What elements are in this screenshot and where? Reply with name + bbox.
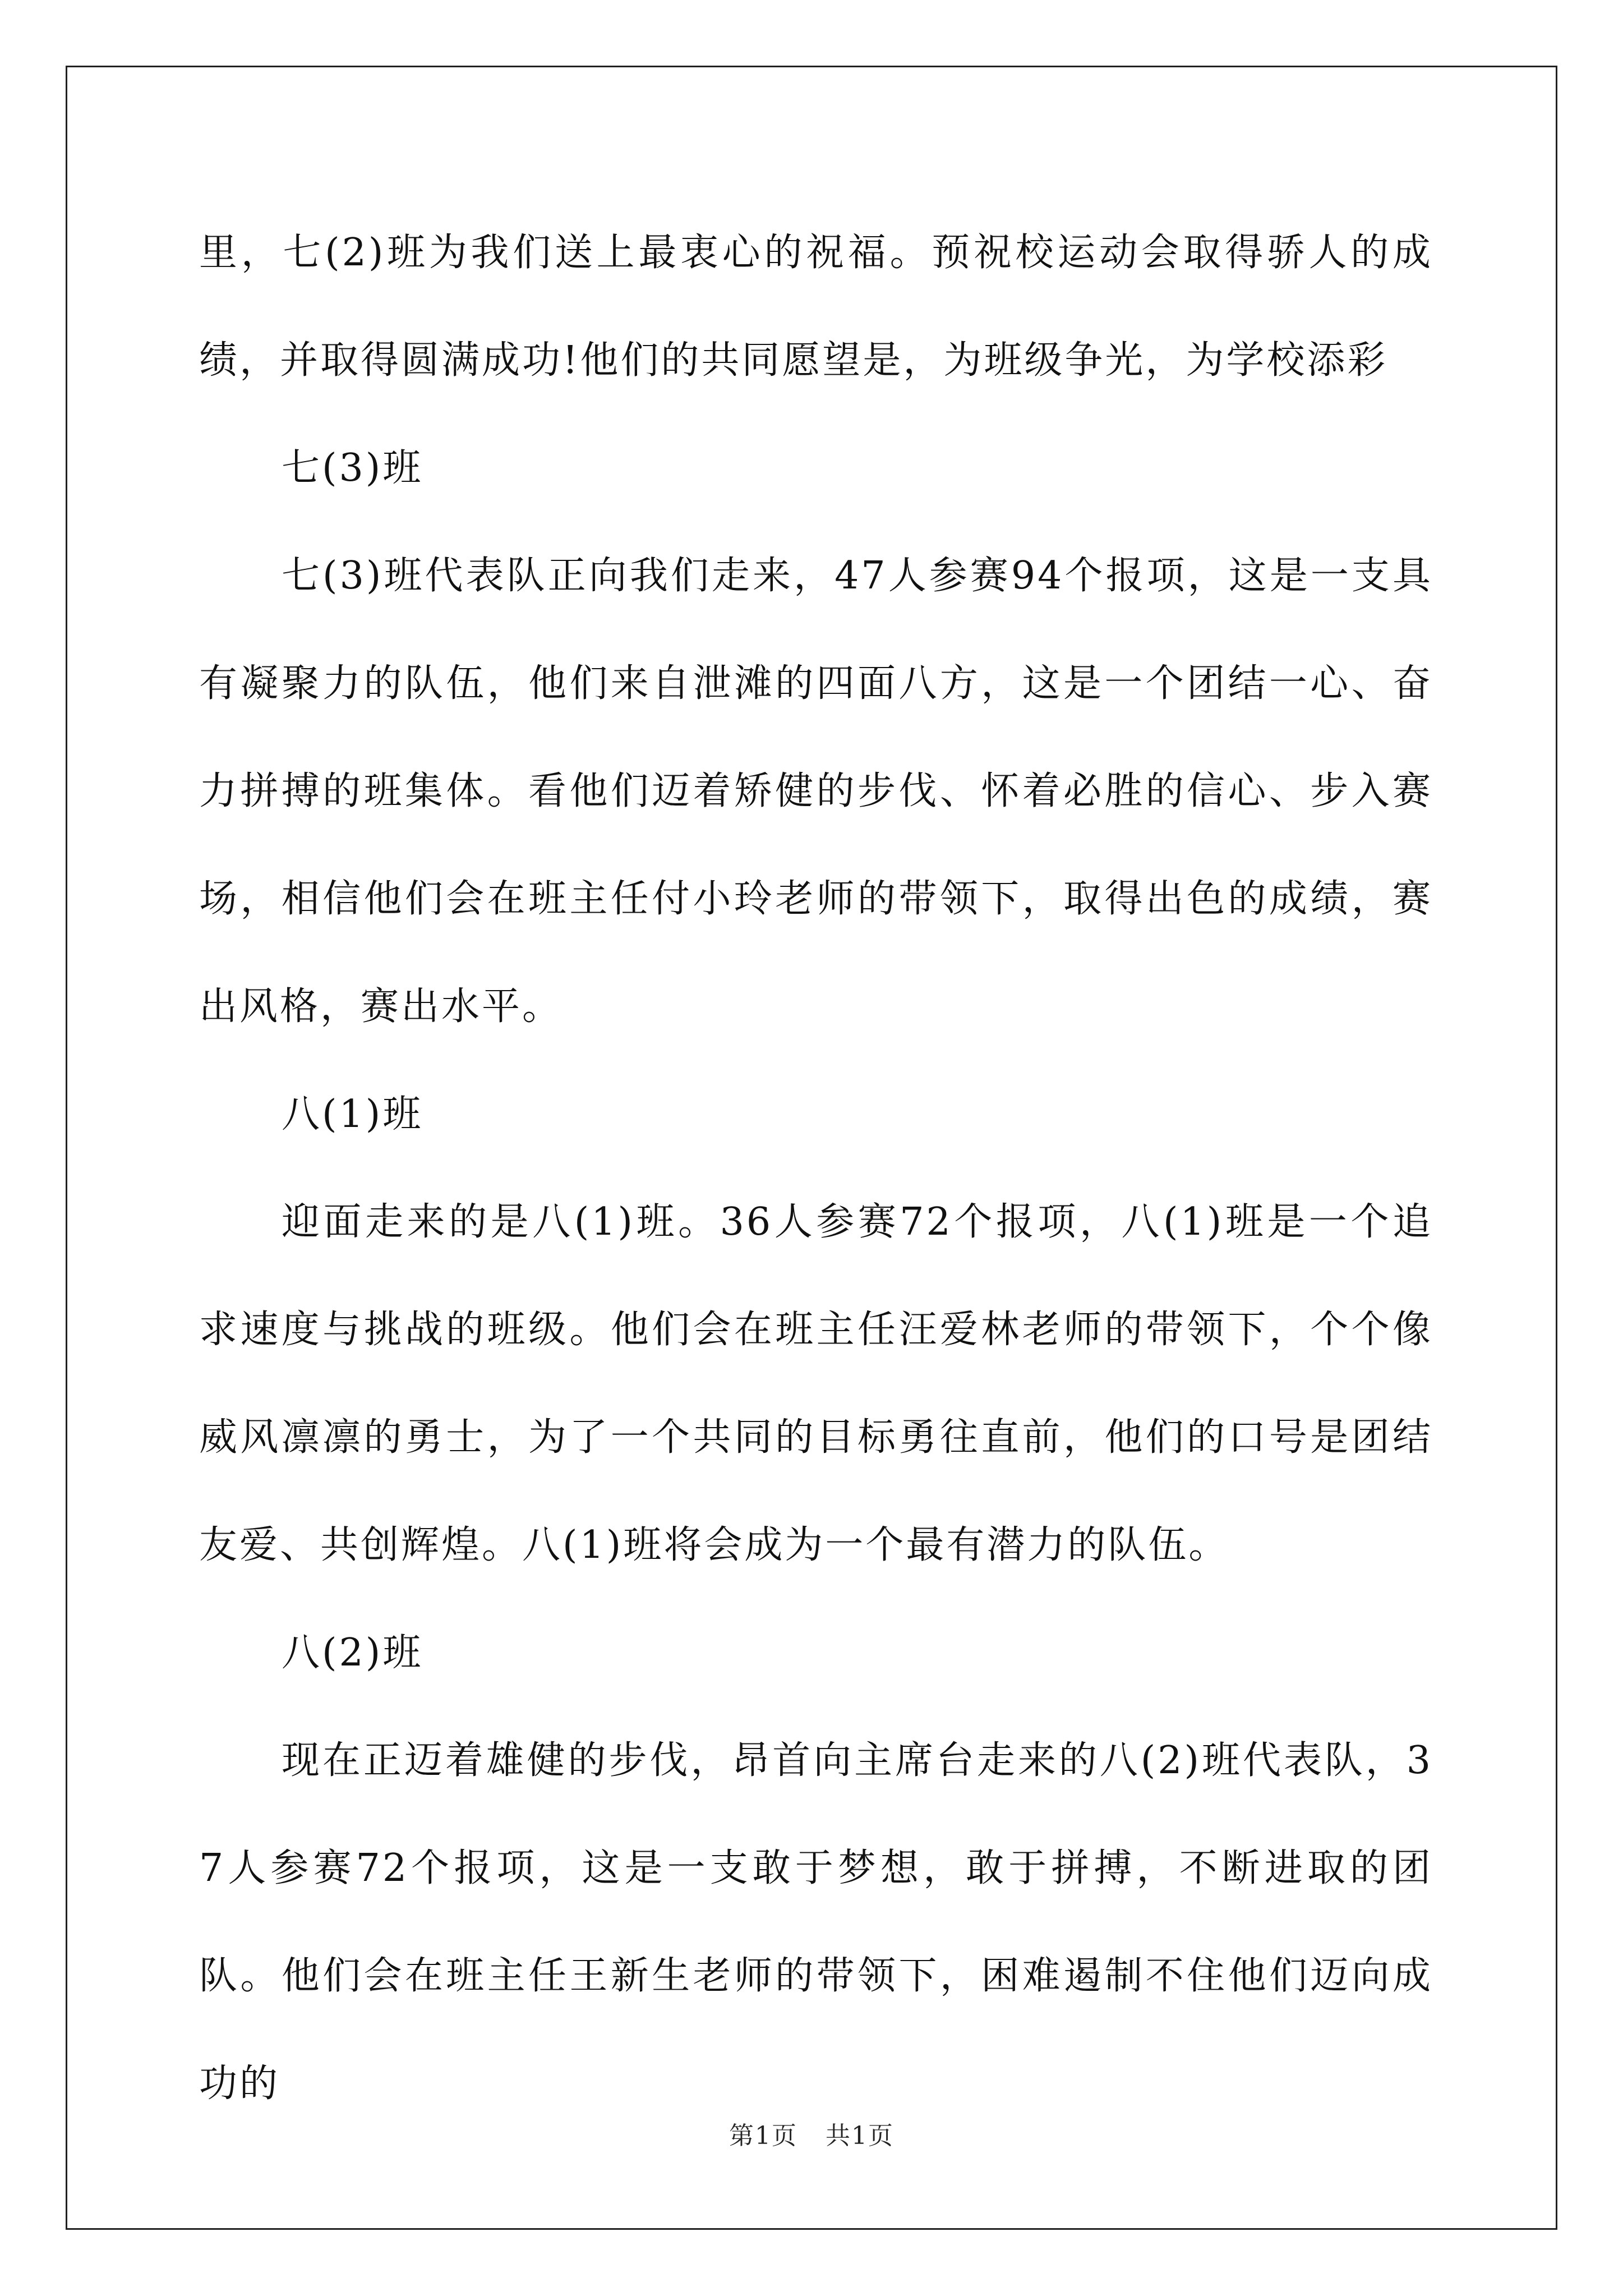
section-heading-class-8-2: 八(2)班 [282,1631,423,1675]
page-number: 第1页 [729,2122,797,2150]
page-total: 共1页 [826,2122,894,2150]
paragraph-class-7-3: 七(3)班代表队正向我们走来，47人参赛94个报项，这是一支具有凝聚力的队伍，他们来自泄滩的四面八方，这是一个团结一心、奋力拼搏的班集体。看他们迈着矫健的步伐、怀着必胜的信心、步入赛场，相信他们会在班主任付小玲老师的带领下，取得出色的成绩，赛出风格，赛出水平。 [199,554,1433,1029]
paragraph-class-8-2: 现在正迈着雄健的步伐，昂首向主席台走来的八(2)班代表队，37人参赛72个报项，这是一支敢于梦想，敢于拼搏，不断进取的团队。他们会在班主任王新生老师的带领下，困难遏制不住他们迈向成功的 [199,1738,1433,2106]
page-footer [0,2119,1623,2153]
paragraph-continuation: 里，七(2)班为我们送上最衷心的祝福。预祝校运动会取得骄人的成绩，并取得圆满成功!他们的共同愿望是，为班级争光，为学校添彩 [199,231,1433,383]
paragraph-class-8-1: 迎面走来的是八(1)班。36人参赛72个报项，八(1)班是一个追求速度与挑战的班级。他们会在班主任汪爱林老师的带领下，个个像威风凛凛的勇士，为了一个共同的目标勇往直前，他们的口号是团结友爱、共创辉煌。八(1)班将会成为一个最有潜力的队伍。 [199,1200,1433,1567]
document-body [199,199,1433,2138]
section-heading-class-8-1: 八(1)班 [282,1092,423,1137]
section-heading-class-7-3: 七(3)班 [282,446,423,490]
